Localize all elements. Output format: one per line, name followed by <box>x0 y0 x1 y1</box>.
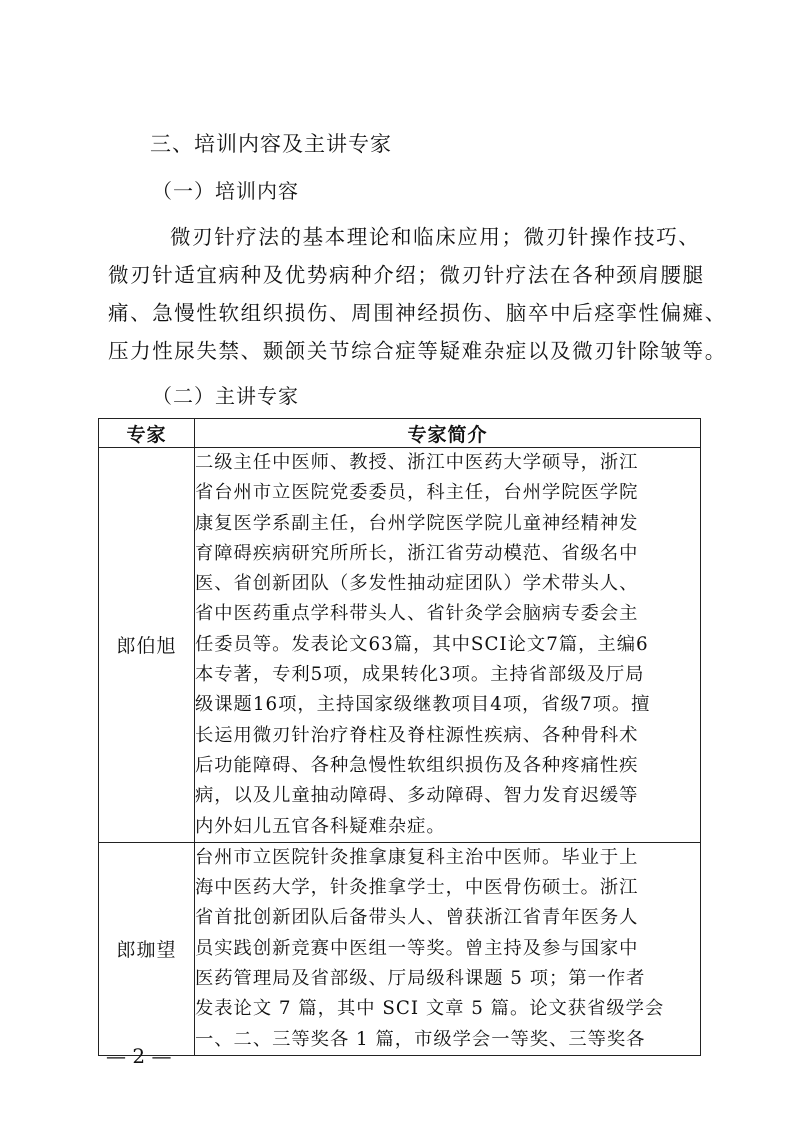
subsection-training-content: （一）培训内容 <box>152 179 299 203</box>
bio-line: 发表论文 7 篇，其中 SCI 文章 5 篇。论文获省级学会 <box>195 998 665 1020</box>
bio-line: 员实践创新竞赛中医组一等奖。曾主持及参与国家中 <box>195 937 639 959</box>
bio-line: 台州市立医院针灸推拿康复科主治中医师。毕业于上 <box>195 846 639 868</box>
bio-line: 医药管理局及省部级、厅局级科课题 5 项；第一作者 <box>195 968 646 990</box>
bio-line: 康复医学系副主任，台州学院医学院儿童神经精神发 <box>195 512 639 534</box>
expert-name: 郎珈望 <box>99 842 195 1055</box>
bio-line: 育障碍疾病研究所所长，浙江省劳动模范、省级名中 <box>195 542 639 564</box>
bio-line: 海中医药大学，针灸推拿学士，中医骨伤硕士。浙江 <box>195 877 639 899</box>
bio-line: 本专著，专利5项，成果转化3项。主持省部级及厅局 <box>195 664 645 686</box>
bio-line: 长运用微刃针治疗脊柱及脊柱源性疾病、各种骨科术 <box>195 724 639 746</box>
bio-line: 省中医药重点学科带头人、省针灸学会脑病专委会主 <box>195 603 639 625</box>
table-header-row <box>99 419 701 448</box>
experts-table <box>98 418 701 1056</box>
table-row <box>99 842 701 1055</box>
bio-line: 二级主任中医师、教授、浙江中医药大学硕导，浙江 <box>195 452 639 473</box>
bio-line: 内外妇儿五官各科疑难杂症。 <box>195 815 446 837</box>
bio-line: 病，以及儿童抽动障碍、多动障碍、智力发育迟缓等 <box>195 785 639 807</box>
expert-bio <box>195 448 701 843</box>
bio-line: 任委员等。发表论文63篇，其中SCI论文7篇，主编6 <box>195 633 649 655</box>
paragraph-line: 痛、急慢性软组织损伤、周围神经损伤、脑卒中后痉挛性偏瘫、 <box>108 301 727 325</box>
paragraph-line: 微刃针适宜病种及优势病种介绍；微刃针疗法在各种颈肩腰腿 <box>108 263 705 287</box>
expert-bio <box>195 842 701 1055</box>
column-header-bio: 专家简介 <box>195 419 701 448</box>
table-row <box>99 448 701 843</box>
paragraph-line: 微刃针疗法的基本理论和临床应用；微刃针操作技巧、 <box>170 225 701 249</box>
subsection-lecturers: （二）主讲专家 <box>152 384 299 408</box>
column-header-expert: 专家 <box>99 419 195 448</box>
bio-line: 级课题16项，主持国家级继教项目4项，省级7项。擅 <box>195 694 651 716</box>
page-number: — 2 — <box>106 1044 172 1068</box>
bio-line: 后功能障碍、各种急慢性软组织损伤及各种疼痛性疾 <box>195 754 639 776</box>
bio-line: 医、省创新团队（多发性抽动症团队）学术带头人、 <box>195 573 639 595</box>
training-content-paragraph <box>108 218 727 370</box>
bio-line: 省首批创新团队后备带头人、曾获浙江省青年医务人 <box>195 907 639 929</box>
section-title: 三、培训内容及主讲专家 <box>150 132 392 156</box>
bio-line: 一、二、三等奖各 1 篇，市级学会一等奖、三等奖各 <box>195 1028 646 1050</box>
bio-line: 省台州市立医院党委委员，科主任，台州学院医学院 <box>195 482 639 504</box>
expert-name: 郎伯旭 <box>99 448 195 843</box>
paragraph-line: 压力性尿失禁、颞颌关节综合症等疑难杂症以及微刃针除皱等。 <box>108 339 727 363</box>
